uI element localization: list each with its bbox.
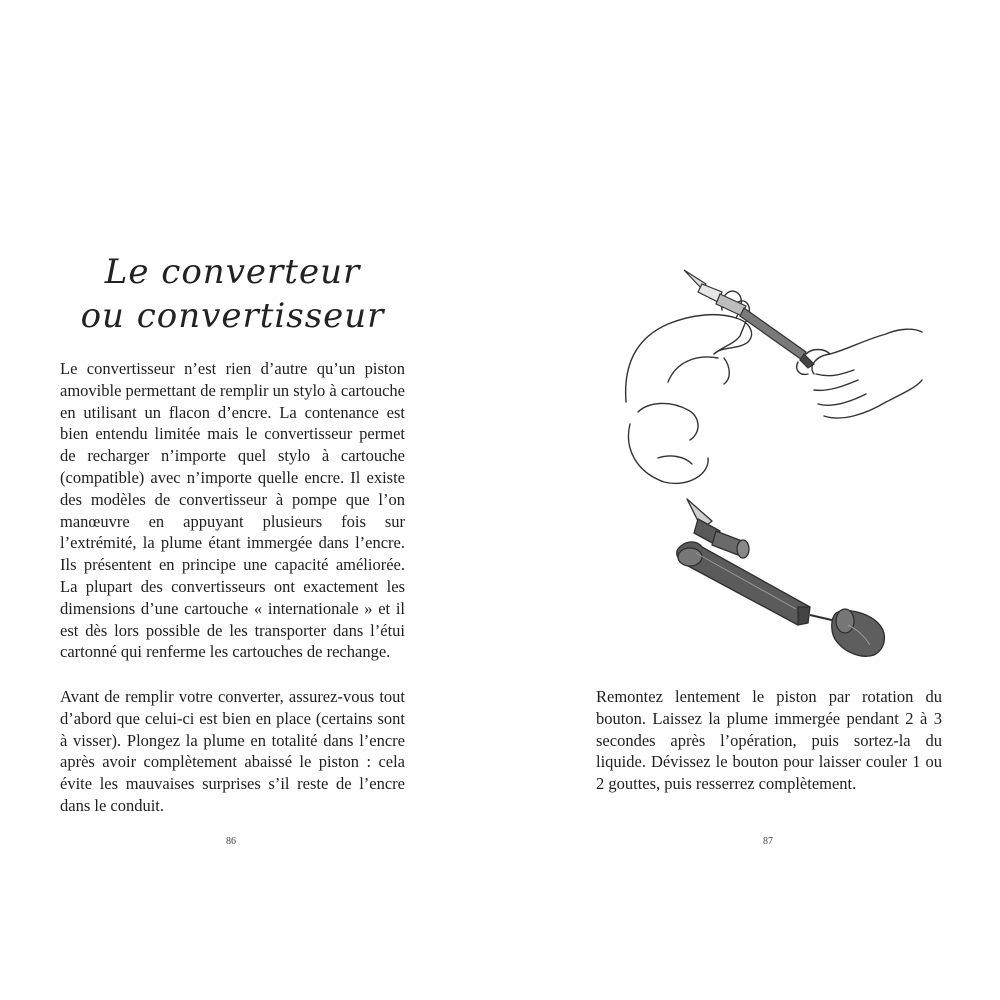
chapter-title-line-1: Le converteur (104, 252, 361, 292)
chapter-title-line-2: ou convertisseur (80, 296, 385, 336)
hands-holding-converter-illustration (618, 262, 924, 488)
fountain-pen-converter-illustration (660, 495, 898, 667)
page-number-right: 87 (763, 836, 773, 847)
page-number-left: 86 (226, 836, 236, 847)
body-paragraph-3: Remontez lentement le piston par rotation du bouton. Laissez la plume immergée pendant 2 à 3 secondes après l’opération, puis sortez-la du liquide. Dévissez le bouton pour laisser couler 1 ou 2 gouttes, puis resserrez complètement. (596, 687, 942, 794)
right-page (500, 0, 1000, 1000)
body-paragraph-1: Le convertisseur n’est rien d’autre qu’un piston amovible permettant de remplir un stylo à cartouche en utilisant un flacon d’encre. La contenance est bien entendu limitée mais le convertisseur permet de recharger n’importe quel stylo à cartouche (compatible) avec n’importe quelle encre. Il existe des modèles de convertisseur à pompe que l’on manœuvre en appuyant plusieurs fois sur l’extrémité, la plume étant immergée dans l’encre. Ils présentent en principe une capacité améliorée. La plupart des convertisseurs ont exactement les dimensions d’une cartouche « internationale » et il est dès lors possible de les transporter dans l’étui cartonné qui renferme les cartouches de rechange. (60, 359, 406, 662)
body-paragraph-2: Avant de remplir votre converter, assurez-vous tout d’abord que celui-ci est bien en place (certains sont à visser). Plongez la plume en totalité dans l’encre après avoir complètement abaissé le piston : cela évite les mauvaises surprises s’il reste de l’encre dans le conduit. (60, 687, 405, 815)
chapter-title (60, 250, 405, 338)
